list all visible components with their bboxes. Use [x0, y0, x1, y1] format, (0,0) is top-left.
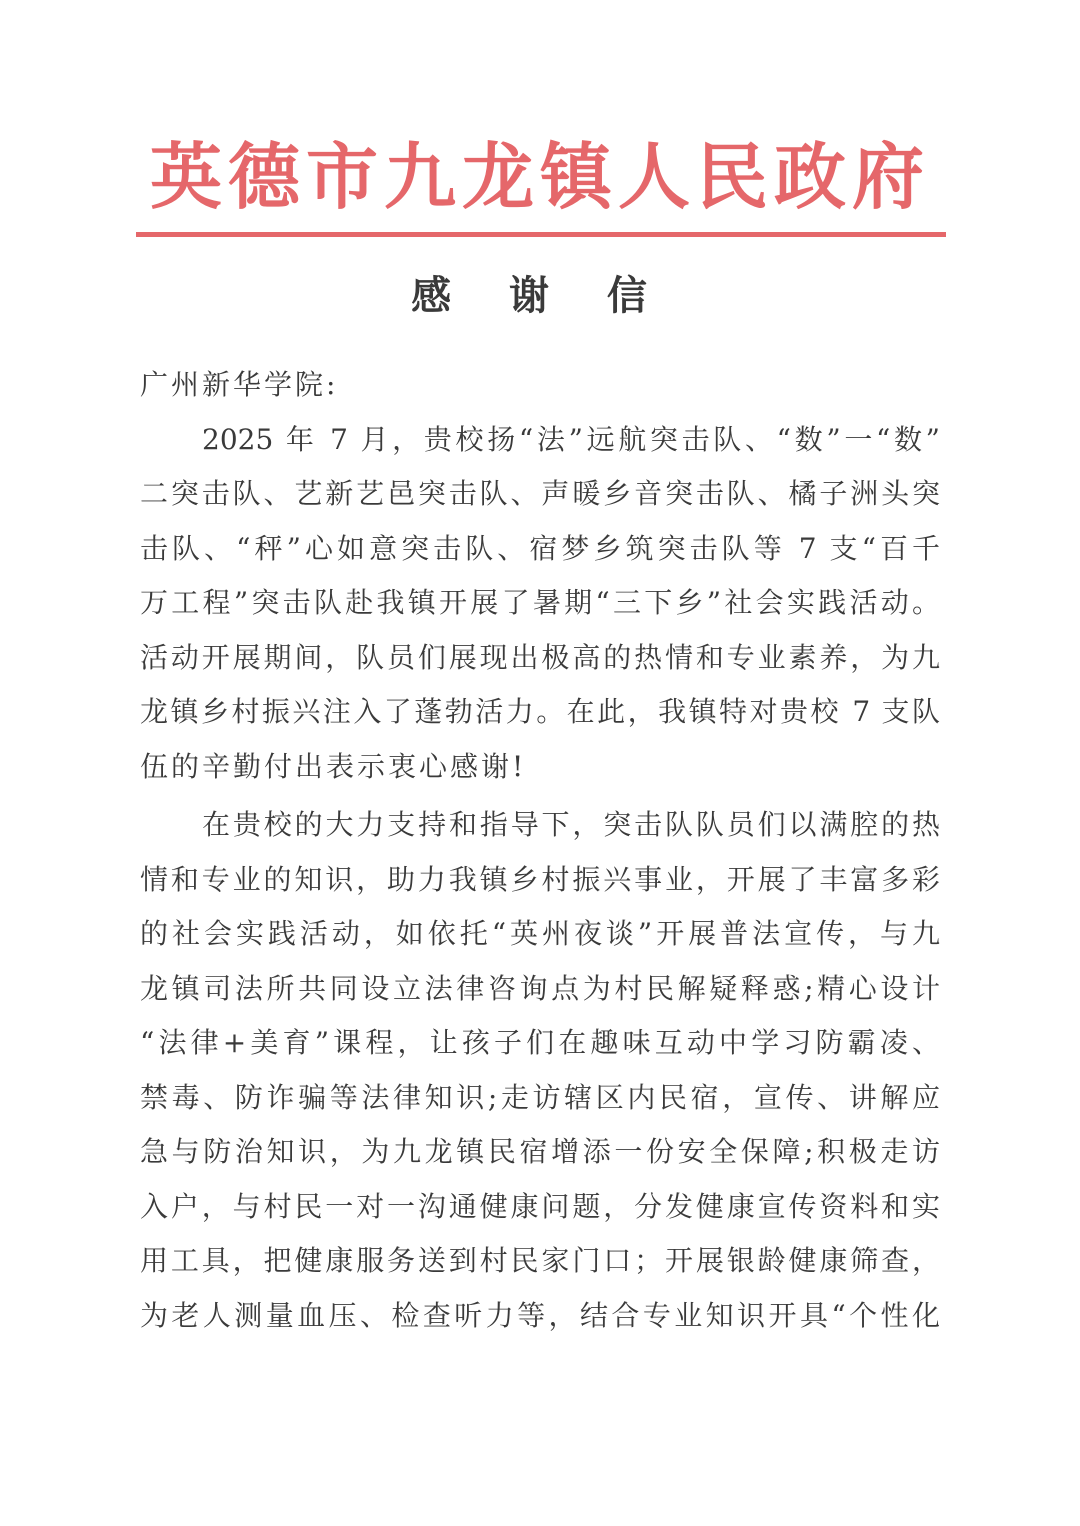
- paragraph-line: 2025 年 7 月，贵校扬“法”远航突击队、“数”一“数”: [202, 422, 940, 456]
- paragraph-line: 为老人测量血压、检查听力等，结合专业知识开具“个性化: [140, 1298, 940, 1332]
- paragraph-line: 禁毒、防诈骗等法律知识;走访辖区内民宿，宣传、讲解应: [140, 1080, 940, 1114]
- paragraph-line: 活动开展期间，队员们展现出极高的热情和专业素养，为九: [140, 640, 940, 674]
- paragraph-line: 伍的辛勤付出表示衷心感谢!: [140, 749, 527, 783]
- paragraph-line: 的社会实践活动，如依托“英州夜谈”开展普法宣传，与九: [140, 917, 940, 950]
- letterhead-red-rule: [136, 232, 946, 237]
- paragraph-line: 用工具，把健康服务送到村民家门口；开展银龄健康筛查，: [140, 1244, 940, 1277]
- paragraph-line: 情和专业的知识，助力我镇乡村振兴事业，开展了丰富多彩: [140, 862, 940, 896]
- paragraph-line: 二突击队、艺新艺邑突击队、声暖乡音突击队、橘子洲头突: [140, 477, 940, 510]
- paragraph-line: 万工程”突击队赴我镇开展了暑期“三下乡”社会实践活动。: [140, 586, 940, 619]
- paragraph-line: 龙镇司法所共同设立法律咨询点为村民解疑释惑;精心设计: [140, 971, 940, 1005]
- paragraph-line: 急与防治知识，为九龙镇民宿增添一份安全保障;积极走访: [140, 1135, 940, 1168]
- paragraph-line: 击队、“秤”心如意突击队、宿梦乡筑突击队等 7 支“百千: [140, 531, 940, 565]
- paragraph-line: 入户，与村民一对一沟通健康问题，分发健康宣传资料和实: [140, 1189, 940, 1223]
- document-title: 感 谢 信: [411, 272, 669, 319]
- paragraph-line: “法律+美育”课程，让孩子们在趣味互动中学习防霸凌、: [140, 1026, 940, 1059]
- paragraph-2: [140, 798, 940, 1343]
- paragraph-line: 龙镇乡村振兴注入了蓬勃活力。在此，我镇特对贵校 7 支队: [140, 695, 940, 728]
- salutation: 广州新华学院:: [140, 368, 339, 401]
- letterhead-title: 英德市九龙镇人民政府: [149, 134, 930, 219]
- paragraph-1: [140, 413, 940, 795]
- paragraph-line: 在贵校的大力支持和指导下，突击队队员们以满腔的热: [202, 808, 940, 841]
- letter-body: [140, 358, 940, 1343]
